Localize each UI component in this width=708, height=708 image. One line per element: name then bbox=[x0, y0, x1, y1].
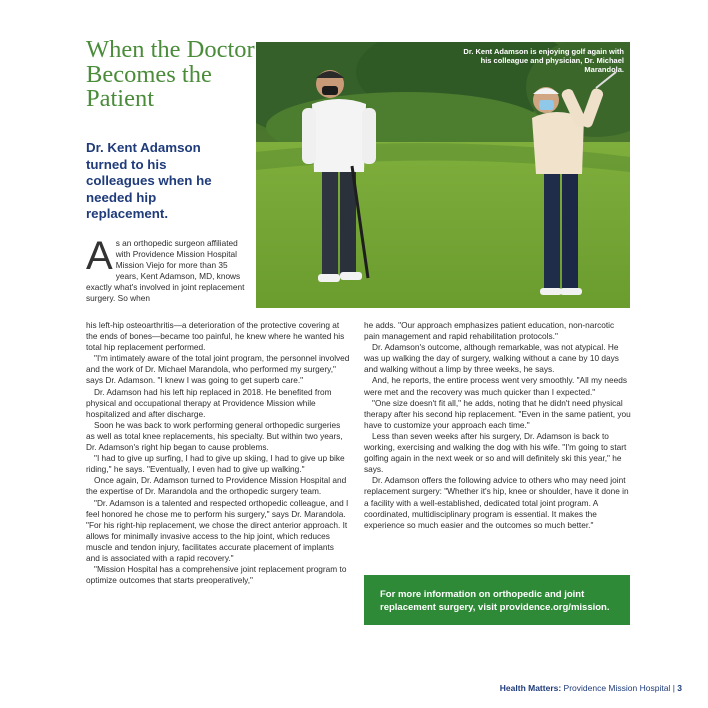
paragraph: his left-hip osteoarthritis—a deterioration of the protective covering at the ends of bones—became too painful, he knew where he wanted his total hip replacement performed. bbox=[86, 320, 345, 353]
cta-box bbox=[364, 575, 630, 625]
page-number: 3 bbox=[677, 683, 682, 693]
page-footer bbox=[500, 683, 682, 693]
paragraph: Dr. Adamson had his left hip replaced in 2018. He benefited from physical and occupational therapy at Providence Mission while hospitalized and after discharge. bbox=[86, 386, 332, 419]
golf-photo bbox=[256, 42, 630, 308]
article-title: When the Doctor Becomes the Patient bbox=[86, 36, 255, 112]
publication-name: Health Matters: bbox=[499, 683, 562, 693]
paragraph: Dr. Adamson offers the following advice to others who may need joint replacement surgery: "Whether it's hip, knee or shoulder, have it done in a facility with a well-established, dedicated total joint program. A coordinated, multidisciplinary program is essential. It makes the experience so much easier and the outcomes so much better." bbox=[364, 475, 629, 530]
paragraph: Once again, Dr. Adamson turned to Providence Mission Hospital and the expertise of Dr. Marandola and the orthopedic surgery team. bbox=[86, 475, 347, 497]
article-subtitle: Dr. Kent Adamson turned to his colleagues when he needed hip replacement. bbox=[86, 140, 212, 221]
footer-separator: | bbox=[670, 683, 678, 693]
paragraph: "I'm intimately aware of the total joint program, the personnel involved and the work of Dr. Michael Marandola, who performed my surgery," says Dr. Adamson. "I knew I was going to get superb care." bbox=[86, 353, 350, 386]
paragraph: "Dr. Adamson is a talented and respected orthopedic colleague, and I feel honored he chose me to perform his surgery," says Dr. Marandola. "For his right-hip replacement, we chose the direct anterior approach. It allows for minimally invasive access to the hip joint, which reduces muscle and tendon injury, facilitates accurate placement of implants and is associated with a rapid recovery." bbox=[86, 497, 349, 563]
paragraph: "I had to give up surfing, I had to give up skiing, I had to give up bike riding," he says. "Eventually, I even had to give up walking." bbox=[86, 453, 345, 475]
paragraph: "One size doesn't fit all," he adds, noting that he didn't need physical therapy after his second hip replacement. "Even in the same patient, you have to customize your approach each time." bbox=[364, 397, 631, 430]
paragraph: Dr. Adamson's outcome, although remarkable, was not atypical. He was up walking the day of surgery, walking without a cane by 10 days and walking without a limp by three weeks, he says. bbox=[364, 342, 619, 375]
paragraph: he adds. "Our approach emphasizes patient education, non-narcotic pain management and rapid rehabilitation protocols." bbox=[364, 320, 615, 342]
paragraph: And, he reports, the entire process went very smoothly. "All my needs were met and the recovery was much quicker than I expected." bbox=[364, 375, 628, 397]
cta-text: For more information on orthopedic and joint replacement surgery, visit providence.org/mission. bbox=[380, 589, 610, 613]
article-column-1 bbox=[86, 320, 350, 586]
drop-cap: A bbox=[86, 234, 113, 278]
golf-scene-illustration bbox=[256, 42, 630, 308]
photo-caption: Dr. Kent Adamson is enjoying golf again with his colleague and physician, Dr. Michael Marandola. bbox=[463, 47, 624, 74]
intro-paragraph bbox=[86, 234, 246, 305]
paragraph: Soon he was back to work performing general orthopedic surgeries as well as total knee replacements, his specialty. But within two years, Dr. Adamson's right hip began to cause problems. bbox=[86, 419, 343, 453]
article-column-2 bbox=[364, 320, 632, 531]
paragraph: "Mission Hospital has a comprehensive joint replacement program to optimize outcomes that starts preoperatively," bbox=[86, 564, 347, 586]
intro-text: s an orthopedic surgeon affiliated with Providence Mission Hospital Mission Viejo for more than 35 years, Kent Adamson, MD, knows exactly what's involved in joint replacement surgery. So when bbox=[86, 238, 245, 304]
hospital-name: Providence Mission Hospital bbox=[561, 683, 671, 693]
paragraph: Less than seven weeks after his surgery, Dr. Adamson is back to working, exercising and walking the dog with his wife. "I'm going to start golfing again in the next week or so and will definitely ski this year," he says. bbox=[364, 430, 627, 475]
